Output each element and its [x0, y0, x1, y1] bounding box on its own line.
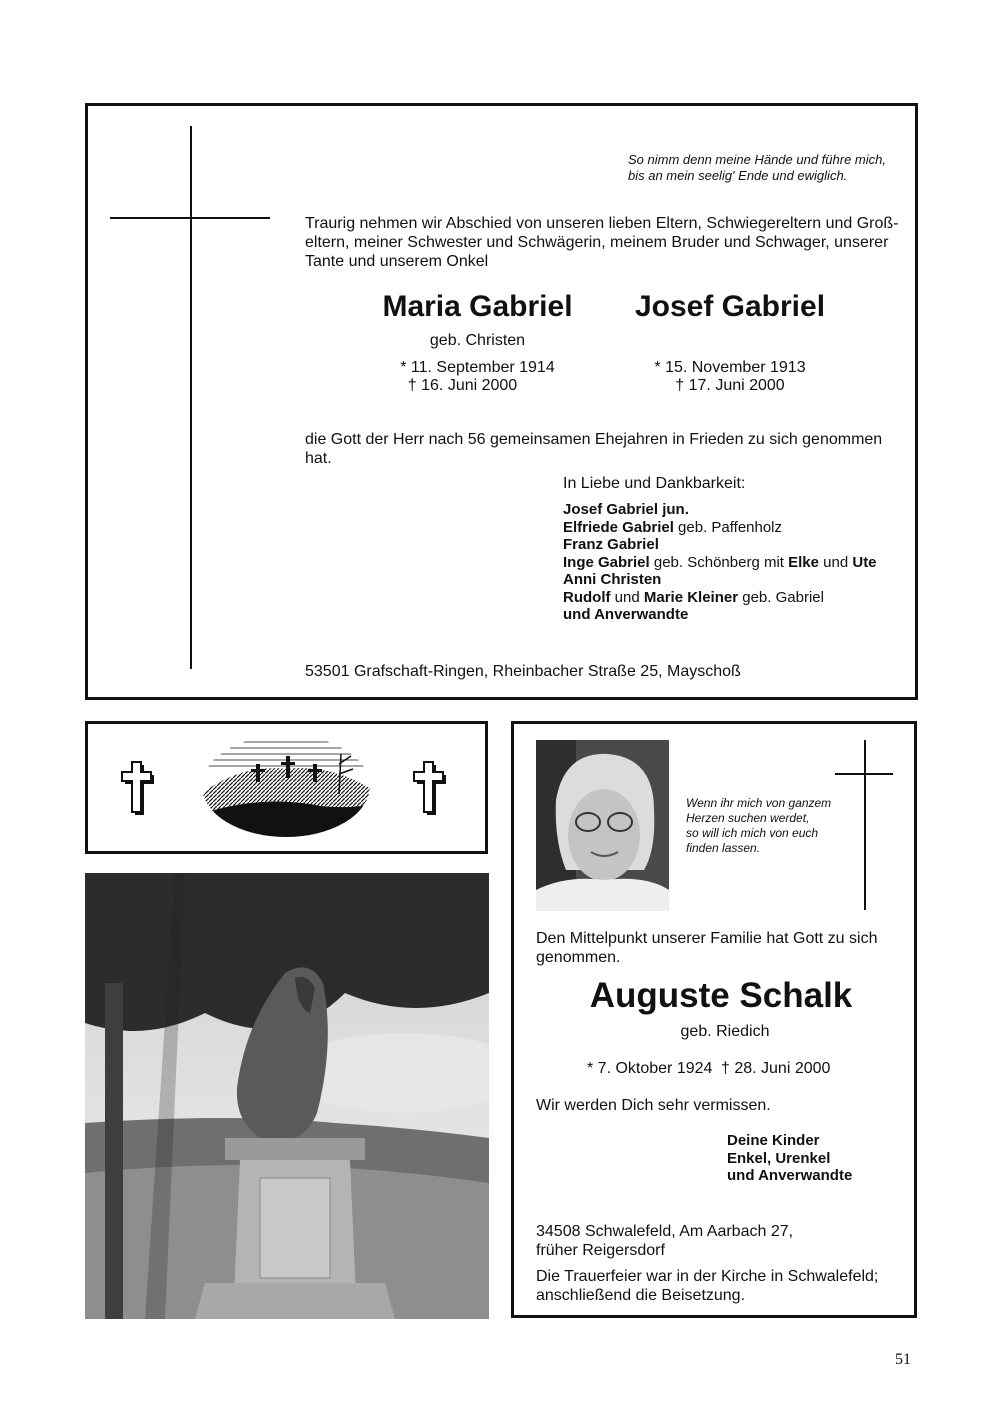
auguste-born: * 7. Oktober 1924 [587, 1060, 713, 1077]
intro-line: Traurig nehmen wir Abschied von unseren lieben Eltern, Schwiegereltern und Groß- [305, 215, 899, 232]
cross-vertical-line [864, 740, 866, 910]
josef-born: * 15. November 1913 [654, 359, 806, 376]
signature: und Anverwandte [727, 1167, 853, 1184]
cross-horizontal-line [110, 217, 270, 219]
funeral-line: Die Trauerfeier war in der Kirche in Schwalefeld; [536, 1268, 879, 1285]
notice1-intro [305, 214, 905, 271]
cemetery-vignette [201, 734, 371, 843]
auguste-died: † 28. Juni 2000 [721, 1060, 831, 1077]
intro-line: genommen. [536, 949, 621, 966]
funeral-line: anschließend die Beisetzung. [536, 1287, 746, 1304]
poem-line: So nimm denn meine Hände und führe mich, [628, 152, 886, 167]
address-line: früher Reigersdorf [536, 1242, 665, 1259]
love-line: In Liebe und Dankbarkeit: [563, 475, 746, 492]
maria-name: Maria Gabriel [382, 290, 573, 323]
poem-line: bis an mein seelig' Ende und ewiglich. [628, 168, 848, 183]
mourner: Franz Gabriel [563, 536, 659, 553]
signature: Enkel, Urenkel [727, 1149, 831, 1167]
poem-line: so will ich mich von euch [686, 826, 819, 840]
notice2-address [536, 1222, 906, 1260]
auguste-maiden: geb. Riedich [680, 1023, 770, 1040]
poem-line: Wenn ihr mich von ganzem [686, 796, 832, 810]
intro-line: Den Mittelpunkt unserer Familie hat Gott zu sich [536, 930, 878, 947]
cross-icon [121, 761, 157, 819]
notice2-intro [536, 929, 906, 967]
missed-line: Wir werden Dich sehr vermissen. [536, 1097, 771, 1114]
cross-icon [413, 761, 449, 819]
statue-photo [85, 873, 489, 1319]
mourner: und Anverwandte [563, 606, 689, 623]
page-number: 51 [895, 1351, 911, 1368]
portrait-photo [536, 740, 669, 911]
maria-died: † 16. Juni 2000 [407, 377, 518, 394]
mourner: Rudolf und Marie Kleiner geb. Gabriel [563, 588, 824, 606]
intro-line: Tante und unserem Onkel [305, 253, 489, 270]
cross-vertical-line [190, 126, 192, 669]
mourner: Anni Christen [563, 571, 662, 588]
josef-name: Josef Gabriel [634, 290, 826, 323]
mourner: Elfriede Gabriel geb. Paffenholz [563, 518, 783, 536]
mourner: Inge Gabriel geb. Schönberg mit Elke und Ute [563, 553, 877, 571]
notice1-poem [628, 152, 908, 184]
notice2-signatures [727, 1132, 907, 1185]
notice1-closing: die Gott der Herr nach 56 gemeinsamen Ehejahren in Frieden zu sich genommen hat. [305, 431, 883, 467]
maria-born: * 11. September 1914 [400, 359, 555, 376]
mourners-list [563, 501, 913, 624]
poem-line: finden lassen. [686, 841, 761, 855]
address-line: 34508 Schwalefeld, Am Aarbach 27, [536, 1223, 794, 1240]
notice2-funeral [536, 1267, 906, 1305]
signature: Deine Kinder [727, 1132, 820, 1149]
maria-maiden: geb. Christen [429, 332, 526, 349]
cross-horizontal-line [835, 773, 893, 775]
mourner: Josef Gabriel jun. [563, 501, 689, 518]
poem-line: Herzen suchen werdet, [686, 811, 810, 825]
josef-died: † 17. Juni 2000 [675, 377, 785, 394]
intro-line: eltern, meiner Schwester und Schwägerin, meinem Bruder und Schwager, unserer [305, 234, 889, 251]
notice2-poem [686, 796, 856, 856]
auguste-name: Auguste Schalk [589, 976, 853, 1015]
notice1-address: 53501 Grafschaft-Ringen, Rheinbacher Straße 25, Mayschoß [305, 663, 741, 680]
